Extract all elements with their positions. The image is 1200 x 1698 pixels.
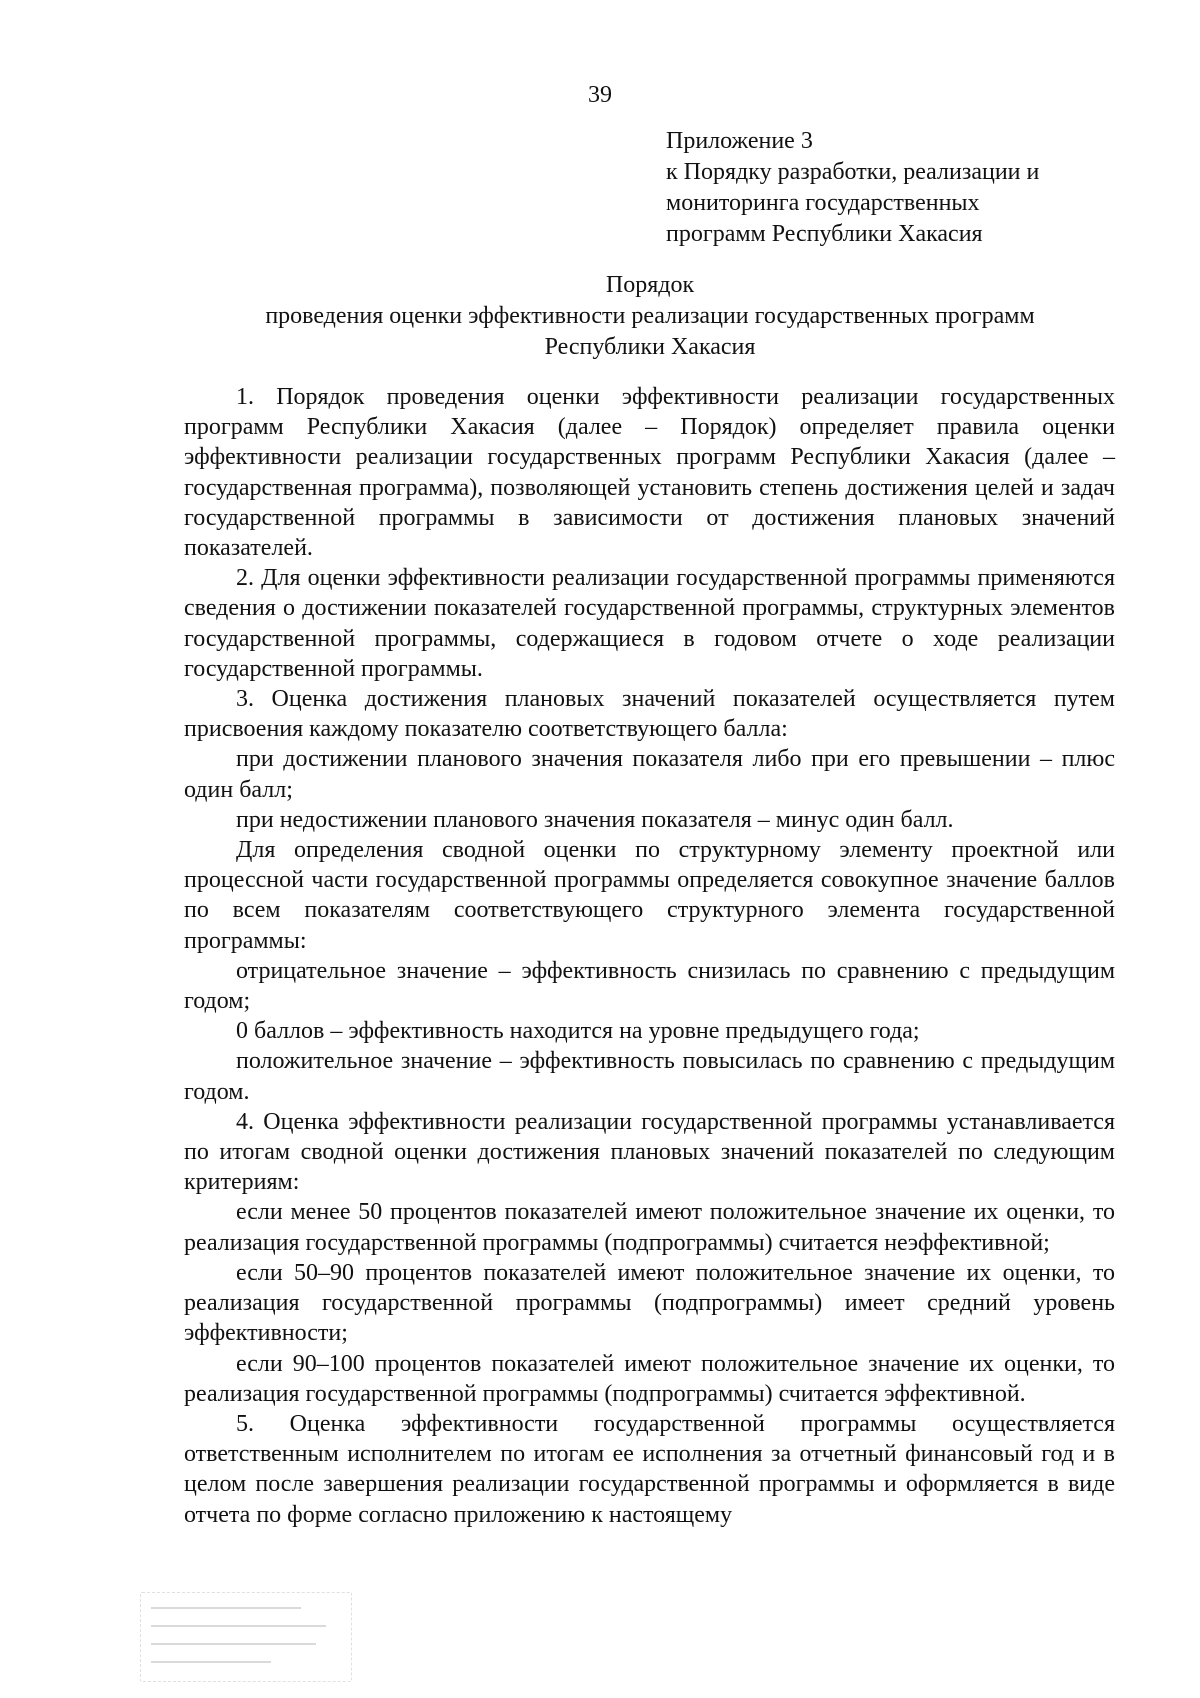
appendix-line: программ Республики Хакасия [666,221,983,247]
paragraph: 4. Оценка эффективности реализации государственной программы устанавливается по итогам сводной оценки достижения плановых значений показателей по следующим критериям: [184,1108,1115,1196]
paragraph: Для определения сводной оценки по структурному элементу проектной или процессной части государственной программы определяется совокупное значение баллов по всем показателям соответствующего структурного элемента государственной программы: [184,837,1115,954]
stamp-line [151,1607,301,1609]
paragraph: положительное значение – эффективность повысилась по сравнению с предыдущим годом. [184,1048,1115,1105]
appendix-line: мониторинга государственных [666,190,980,216]
stamp-line [151,1643,316,1645]
paragraph: 3. Оценка достижения плановых значений показателей осуществляется путем присвоения каждому показателю соответствующего балла: [184,686,1115,743]
page-number: 39 [588,82,612,108]
appendix-header [666,126,1106,250]
title-line: проведения оценки эффективности реализации государственных программ [265,303,1035,329]
paragraph: 5. Оценка эффективности государственной программы осуществляется ответственным исполнителем по итогам ее исполнения за отчетный финансовый год и в целом после завершения реализации государственной программы и оформляется в виде отчета по форме согласно приложению к настоящему [184,1410,1115,1528]
document-title [180,270,1120,363]
appendix-line: Приложение 3 [666,128,813,154]
faded-stamp [140,1592,352,1682]
title-line: Порядок [605,272,695,298]
stamp-line [151,1661,271,1663]
paragraph: 0 баллов – эффективность находится на уровне предыдущего года; [236,1018,920,1045]
stamp-line [151,1625,326,1627]
paragraph: 1. Порядок проведения оценки эффективности реализации государственных программ Республики Хакасия (далее – Порядок) определяет правила оценки эффективности реализации государственных программ Республики Хакасия (далее – государственная программа), позволяющей установить степень достижения целей и задач государственной программы в зависимости от достижения плановых значений показателей. [184,384,1115,562]
document-body [184,382,1115,1530]
paragraph: если 90–100 процентов показателей имеют положительное значение их оценки, то реализация государственной программы (подпрограммы) считается эффективной. [184,1350,1115,1407]
paragraph: при недостижении планового значения показателя – минус один балл. [236,806,954,833]
title-line: Республики Хакасия [544,334,756,360]
paragraph: отрицательное значение – эффективность снизилась по сравнению с предыдущим годом; [184,957,1115,1015]
appendix-line: к Порядку разработки, реализации и [666,159,1040,185]
paragraph: при достижении планового значения показателя либо при его превышении – плюс один балл; [184,746,1115,803]
paragraph: 2. Для оценки эффективности реализации государственной программы применяются сведения о достижении показателей государственной программы, структурных элементов государственной программы, содержащиеся в годовом отчете о ходе реализации государственной программы. [184,565,1115,682]
paragraph: если 50–90 процентов показателей имеют положительное значение их оценки, то реализация государственной программы (подпрограммы) имеет средний уровень эффективности; [184,1259,1115,1347]
paragraph: если менее 50 процентов показателей имеют положительное значение их оценки, то реализация государственной программы (подпрограммы) считается неэффективной; [184,1199,1115,1256]
